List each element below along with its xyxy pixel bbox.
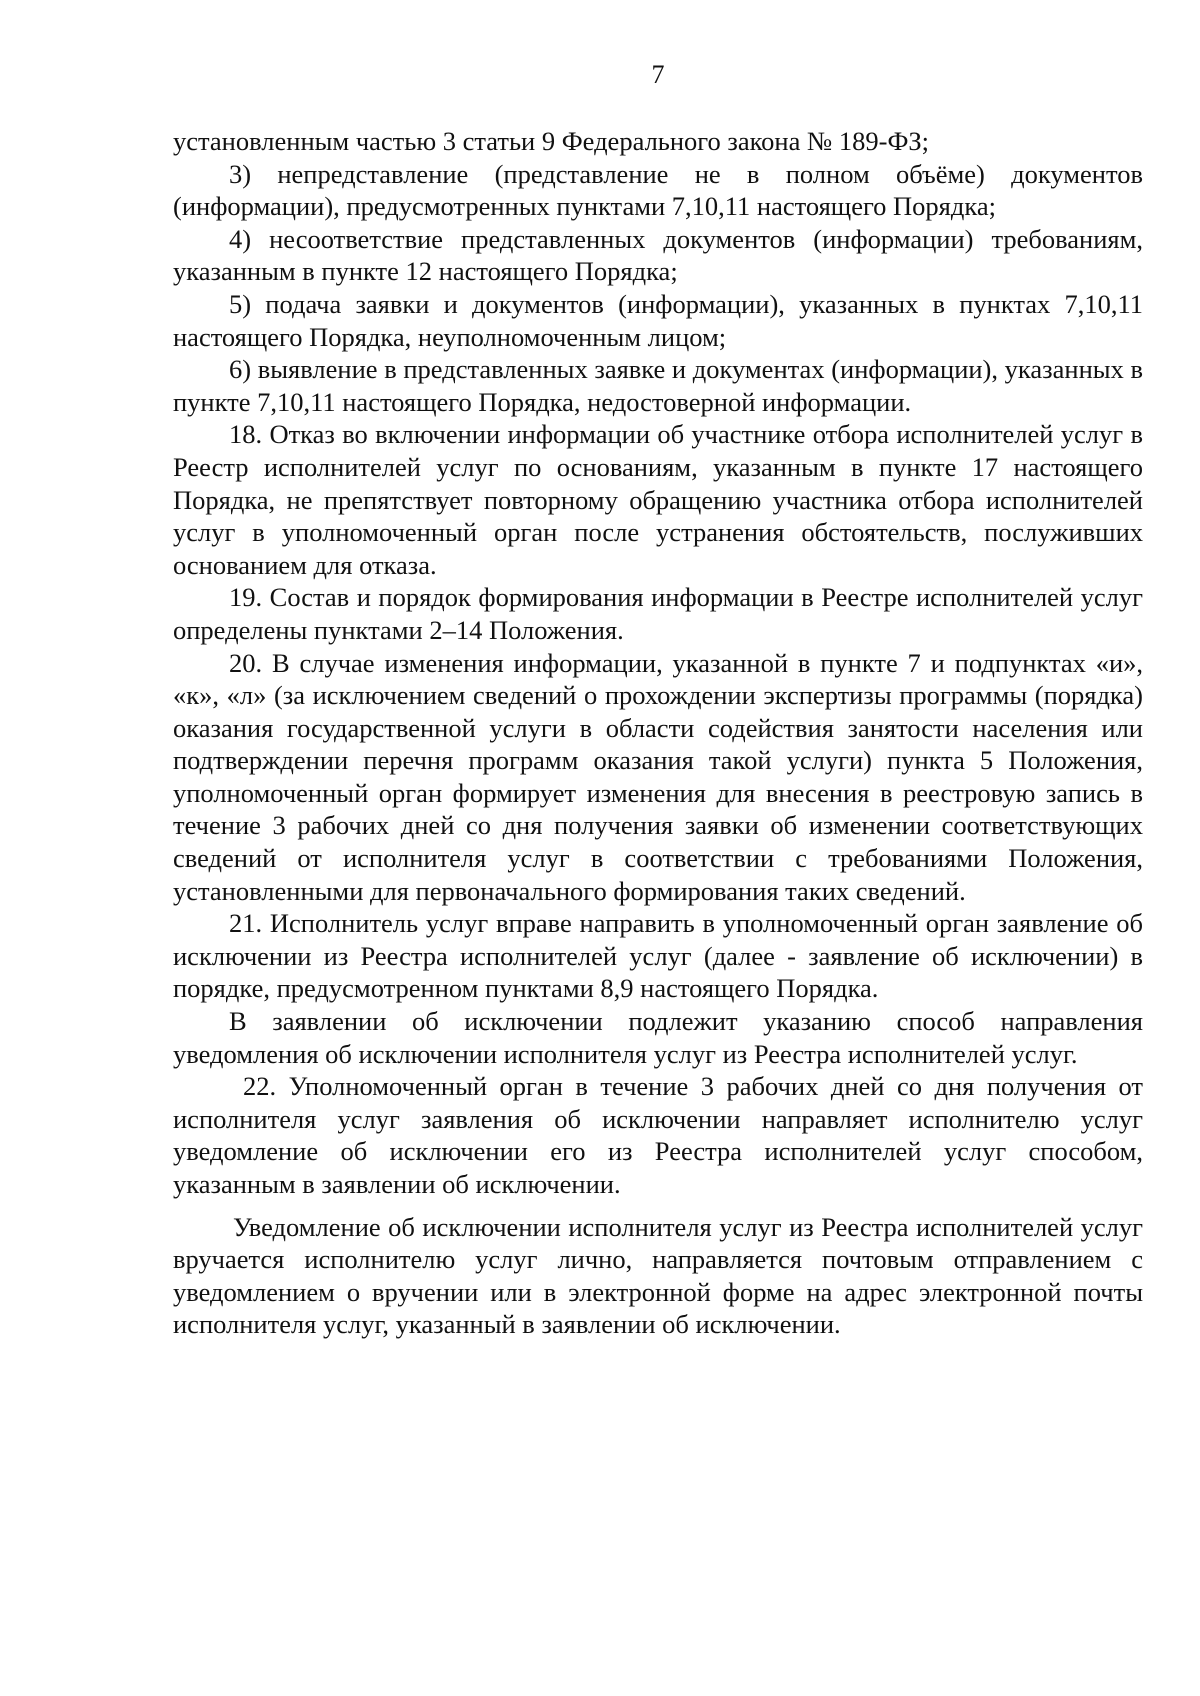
paragraph-clause-22-delivery: Уведомление об исключении исполнителя услуг из Реестра исполнителей услуг вручается исполнителю услуг лично, направляется почтовым отправлением с уведомлением о вручении или в электронной форме на адрес электронной почты исполнителя услуг, указанный в заявлении об исключении. [173, 1211, 1143, 1340]
paragraph-item-3: 3) непредставление (представление не в полном объёме) документов (информации), предусмотренных пунктами 7,10,11 настоящего Порядка; [173, 158, 1143, 222]
page-number: 7 [651, 60, 665, 89]
paragraph-clause-19: 19. Состав и порядок формирования информации в Реестре исполнителей услуг определены пунктами 2–14 Положения. [173, 582, 1143, 645]
paragraph-clause-18: 18. Отказ во включении информации об участнике отбора исполнителей услуг в Реестр исполнителей услуг по основаниям, указанным в пункте 17 настоящего Порядка, не препятствует повторному обращению участника отбора исполнителей услуг в уполномоченный орган после устранения обстоятельств, послуживших основанием для отказа. [173, 419, 1143, 580]
paragraph-item-4: 4) несоответствие представленных документов (информации) требованиям, указанным в пункте 12 настоящего Порядка; [173, 223, 1143, 287]
document-body [173, 125, 1143, 1341]
paragraph-item-5: 5) подача заявки и документов (информации), указанных в пунктах 7,10,11 настоящего Порядка, неуполномоченным лицом; [173, 288, 1143, 352]
paragraph-clause-21: 21. Исполнитель услуг вправе направить в уполномоченный орган заявление об исключении из Реестра исполнителей услуг (далее - заявление об исключении) в порядке, предусмотренном пунктами 8,9 настоящего Порядка. [173, 908, 1143, 1004]
paragraph-clause-20: 20. В случае изменения информации, указанной в пункте 7 и подпунктах «и», «к», «л» (за исключением сведений о прохождении экспертизы программы (порядка) оказания государственной услуги в области содействия занятости населения или подтверждении перечня программ оказания такой услуги) пункта 5 Положения, уполномоченный орган формирует изменения для внесения в реестровую запись в течение 3 рабочих дней со дня получения заявки об изменении соответствующих сведений от исполнителя услуг в соответствии с требованиями Положения, установленными для первоначального формирования таких сведений. [173, 647, 1143, 906]
paragraph-intro-continuation: установленным частью 3 статьи 9 Федерального закона № 189-ФЗ; [173, 126, 930, 156]
paragraph-clause-22: 22. Уполномоченный орган в течение 3 рабочих дней со дня получения от исполнителя услуг заявления об исключении направляет исполнителю услуг уведомление об исключении его из Реестра исполнителей услуг способом, указанным в заявлении об исключении. [173, 1071, 1143, 1199]
paragraph-clause-21-notice: В заявлении об исключении подлежит указанию способ направления уведомления об исключении исполнителя услуг из Реестра исполнителей услуг. [173, 1006, 1143, 1069]
paragraph-item-6: 6) выявление в представленных заявке и документах (информации), указанных в пункте 7,10,11 настоящего Порядка, недостоверной информации. [173, 354, 1143, 417]
